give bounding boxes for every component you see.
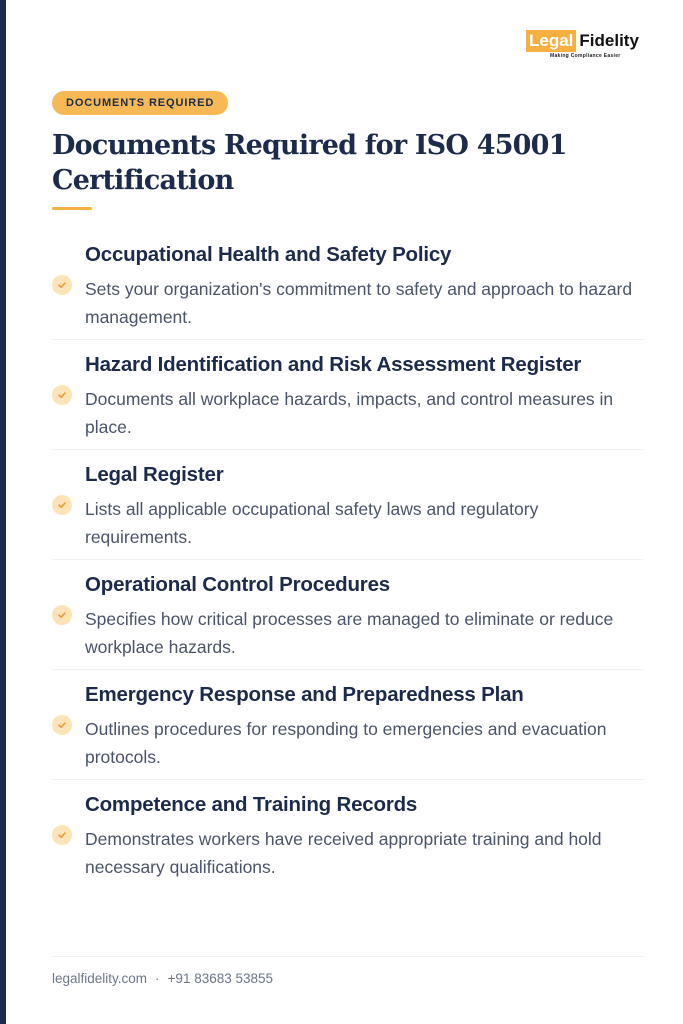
check-icon <box>52 605 72 625</box>
item-description: Lists all applicable occupational safety laws and regulatory requirements. <box>85 499 539 547</box>
item-description: Documents all workplace hazards, impacts, and control measures in place. <box>85 389 614 437</box>
footer-divider <box>52 956 643 957</box>
list-item <box>52 670 643 780</box>
list-item <box>52 560 643 670</box>
list-item <box>52 340 643 450</box>
documents-list <box>52 230 643 890</box>
logo-fidelity-text: Fidelity <box>579 31 639 50</box>
logo-tagline: Making Compliance Easier <box>550 53 621 59</box>
check-icon <box>52 385 72 405</box>
footer-separator: · <box>155 971 160 986</box>
item-title: Operational Control Procedures <box>85 573 390 596</box>
website-link[interactable]: legalfidelity.com <box>52 971 148 986</box>
item-description: Demonstrates workers have received appropriate training and hold necessary qualifications. <box>85 829 602 877</box>
list-item <box>52 450 643 560</box>
section-badge: DOCUMENTS REQUIRED <box>52 91 228 115</box>
check-icon <box>52 715 72 735</box>
item-title: Competence and Training Records <box>85 793 418 816</box>
phone-number[interactable]: +91 83683 53855 <box>167 971 274 986</box>
page-title: Documents Required for ISO 45001 Certification <box>52 130 567 196</box>
check-icon <box>52 495 72 515</box>
check-icon <box>52 825 72 845</box>
check-icon <box>52 275 72 295</box>
item-description: Outlines procedures for responding to emergencies and evacuation protocols. <box>85 719 607 767</box>
item-description: Specifies how critical processes are managed to eliminate or reduce workplace hazards. <box>85 609 614 657</box>
item-title: Occupational Health and Safety Policy <box>85 243 452 266</box>
left-accent-bar <box>0 0 6 1024</box>
footer <box>52 971 273 986</box>
legal-fidelity-logo <box>526 30 646 59</box>
list-item <box>52 230 643 340</box>
item-description: Sets your organization's commitment to safety and approach to hazard management. <box>85 279 633 327</box>
item-title: Legal Register <box>85 463 224 486</box>
item-title: Emergency Response and Preparedness Plan <box>85 683 524 706</box>
list-item <box>52 780 643 890</box>
title-underline <box>52 207 92 210</box>
logo-legal-text: Legal <box>526 30 576 52</box>
item-title: Hazard Identification and Risk Assessment Register <box>85 353 582 376</box>
